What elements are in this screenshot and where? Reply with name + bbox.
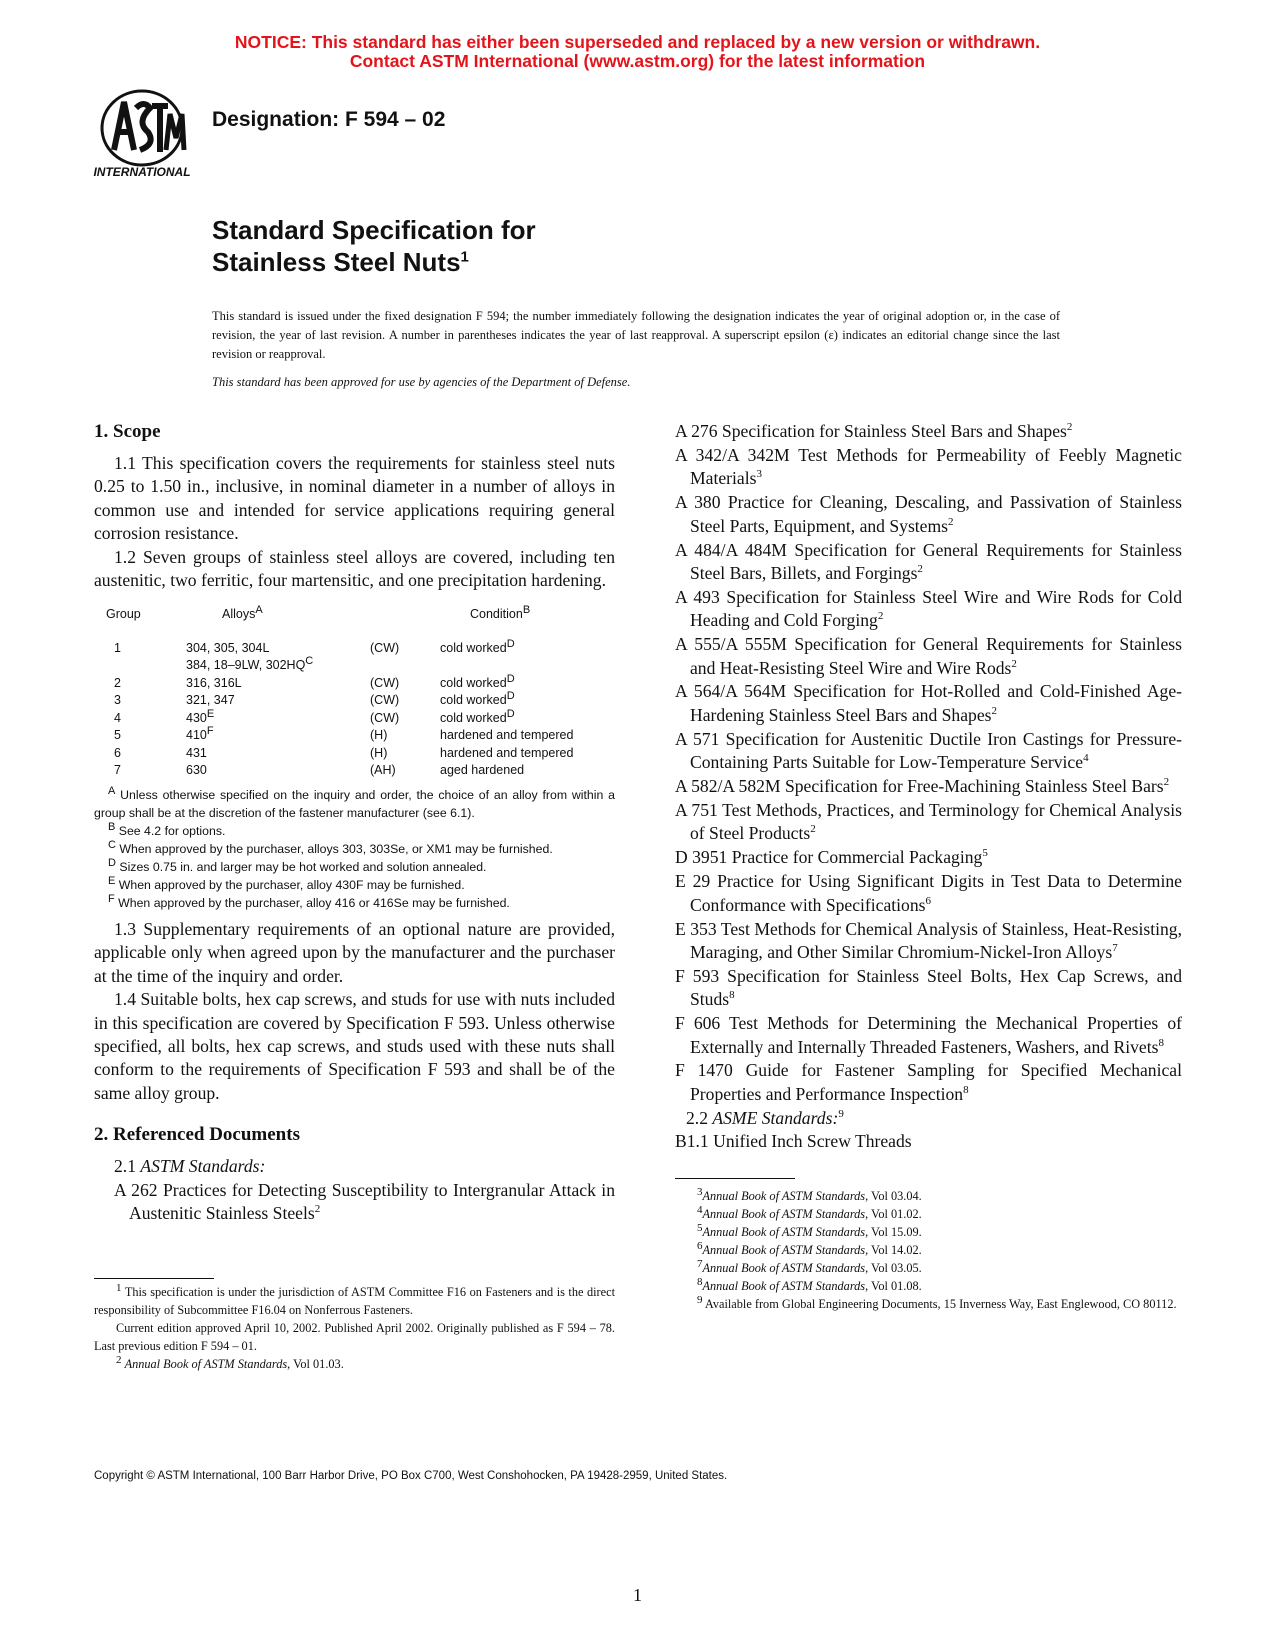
cell-group: 1 [114,640,121,655]
table-row [94,727,573,745]
header-group: Group [106,607,141,622]
astm-logo [92,88,192,180]
cell-code [370,657,440,675]
footnote: $^1$ This specification is under the jurisdiction of ASTM Committee F16 on Fasteners and is the direct responsibility of Subcommittee F16.04 on Nonferrous Fasteners. [94,1281,615,1317]
cell-group: 4 [114,710,121,725]
cell-code: (CW) [370,640,400,655]
svg-text:INTERNATIONAL: INTERNATIONAL [93,165,191,179]
footnote: $^6$Annual Book of ASTM Standards, Vol 14.02. [697,1239,922,1257]
reference-item: A 751 Test Methods, Practices, and Terminology for Chemical Analysis of Steel Products$^2$ [675,800,1182,844]
cell-group: 6 [114,745,121,760]
table-row [94,745,573,763]
right-column [675,420,1182,1313]
cell-group: 5 [114,728,121,743]
cell-alloys: 630 [186,763,207,778]
cell-alloys: $410^F$ [186,725,214,743]
footnote-rule-left [94,1278,214,1279]
alloy-groups-table [94,606,573,780]
para-1-3: 1.3 Supplementary requirements of an optional nature are provided, applicable only when agreed upon by the manufacturer and the purchaser at the time of the inquiry and order. [94,918,615,986]
cell-code: (H) [370,745,388,760]
reference-item: E 29 Practice for Using Significant Digits in Test Data to Determine Conformance with Specifications$^6$ [675,871,1182,915]
astm-standards-subheading: 2.1 ASTM Standards: [114,1156,266,1177]
header-condition: Condition$^B$ [470,604,531,622]
cell-code: (CW) [370,675,400,690]
cell-alloys: 304, 305, 304L [186,640,270,655]
cell-group: 7 [114,763,121,778]
para-1-2: 1.2 Seven groups of stainless steel alloys are covered, including ten austenitic, two ferritic, four martensitic, and one precipitation hardening. [94,546,615,591]
cell-code: (CW) [370,710,400,725]
footnote: $^8$Annual Book of ASTM Standards, Vol 01.08. [697,1275,922,1293]
table-row [94,692,573,710]
cell-alloys: 384, 18–9LW, $302HQ^C$ [186,655,314,673]
cell-condition: aged hardened [440,763,525,778]
reference-item: A 484/A 484M Specification for General Requirements for Stainless Steel Bars, Billets, and Forgings$^2$ [675,539,1182,583]
cell-condition: hardened and tempered [440,728,574,743]
table-row [94,762,573,780]
superseded-notice [0,33,1275,71]
copyright: Copyright © ASTM International, 100 Barr Harbor Drive, PO Box C700, West Conshohocken, PA 19428-2959, United States. [94,1470,728,1482]
table-note: $^F$ When approved by the purchaser, alloy 416 or 416Se may be furnished. [108,892,510,910]
table-header-row [94,606,573,640]
para-1-1: 1.1 This specification covers the requirements for stainless steel nuts 0.25 to 1.50 in., inclusive, in nominal diameter in a number of alloys in common use and intended for service applications requiring general corrosion resistance. [94,453,615,544]
reference-item: A 582/A 582M Specification for Free-Machining Stainless Steel Bars$^2$ [675,776,1170,797]
cell-condition: cold worked$^D$ [440,637,515,655]
footnote: $^7$Annual Book of ASTM Standards, Vol 03.05. [697,1257,922,1275]
document-title [212,214,536,278]
cell-condition: cold worked$^D$ [440,690,515,708]
header-alloys: Alloys$^A$ [222,604,263,622]
table-note: $^D$ Sizes 0.75 in. and larger may be hot worked and solution annealed. [108,856,487,874]
footnote: $^3$Annual Book of ASTM Standards, Vol 03.04. [697,1185,922,1203]
cell-alloys: 321, 347 [186,693,235,708]
cell-alloys: 316, 316L [186,675,242,690]
cell-condition: cold worked$^D$ [440,707,515,725]
notice-line-2: Contact ASTM International (www.astm.org) for the latest information [349,51,926,71]
cell-group [94,657,186,675]
left-column [94,420,615,1373]
reference-item: A 342/A 342M Test Methods for Permeability of Feebly Magnetic Materials$^3$ [675,444,1182,489]
title-line-1: Standard Specification for [212,215,536,245]
dod-approval: This standard has been approved for use by agencies of the Department of Defense. [212,375,631,389]
issuance-statement: This standard is issued under the fixed designation F 594; the number immediately following the designation indicates the year of original adoption or, in the case of revision, the year of last revision. A number in parentheses indicates the year of last reapproval. A superscript epsilon (ε) indicates an editorial change since the last revision or reapproval. [212,309,1060,361]
cell-condition: hardened and tempered [440,745,574,760]
title-line-2: Stainless Steel Nuts [212,247,461,277]
reference-item: F 1470 Guide for Fastener Sampling for Specified Mechanical Properties and Performance Inspection$^8$ [675,1060,1182,1104]
asme-standards-subheading: 2.2 ASME Standards:$^9$ [686,1107,844,1128]
reference-item: F 606 Test Methods for Determining the Mechanical Properties of Externally and Internally Threaded Fasteners, Washers, and Rivets$^8$ [675,1013,1182,1057]
para-1-4: 1.4 Suitable bolts, hex cap screws, and studs for use with nuts included in this specification are covered by Specification F 593. Unless otherwise specified, all bolts, hex cap screws, and studs used with these nuts shall conform to the requirements of Specification F 593 and shall be of the same alloy group. [94,989,615,1103]
table-note: $^C$ When approved by the purchaser, alloys 303, 303Se, or XM1 may be furnished. [108,838,553,856]
reference-item: D 3951 Practice for Commercial Packaging$^5$ [675,847,988,868]
referenced-standards-list [675,420,1182,1106]
table-note: $^A$ Unless otherwise specified on the inquiry and order, the choice of an alloy from within a group shall be at the discretion of the fastener manufacturer (see 6.1). [94,784,615,820]
reference-item: A 555/A 555M Specification for General Requirements for Stainless and Heat-Resisting Steel Wire and Wire Rods$^2$ [675,634,1182,678]
cell-alloys: $430^E$ [186,707,215,725]
page-number: 1 [633,1585,642,1605]
cell-code: (H) [370,728,388,743]
referenced-documents-heading: 2. Referenced Documents [94,1124,300,1146]
footnote: $^9$ Available from Global Engineering Documents, 15 Inverness Way, East Englewood, CO 80112. [697,1293,1177,1311]
table-row [94,657,573,675]
cell-group: 2 [114,675,121,690]
footnote: $^5$Annual Book of ASTM Standards, Vol 15.09. [697,1221,922,1239]
footnotes-right [675,1187,1182,1313]
table-notes [94,786,615,912]
reference-item: E 353 Test Methods for Chemical Analysis of Stainless, Heat-Resisting, Maraging, and Other Similar Chromium-Nickel-Iron Alloys$^7$ [675,918,1182,962]
notice-line-1: NOTICE: This standard has either been superseded and replaced by a new version or withdrawn. [234,32,1041,52]
ref-a262: A 262 Practices for Detecting Susceptibility to Intergranular Attack in Austenitic Stainless Steels$^2$ [114,1179,615,1223]
scope-heading: 1. Scope [94,421,161,442]
reference-item: A 564/A 564M Specification for Hot-Rolled and Cold-Finished Age-Hardening Stainless Steel Bars and Shapes$^2$ [675,681,1182,725]
table-note: $^E$ When approved by the purchaser, alloy 430F may be furnished. [108,874,465,892]
reference-item: A 571 Specification for Austenitic Ductile Iron Castings for Pressure-Containing Parts Suitable for Low-Temperature Service$^4$ [675,728,1182,773]
footnotes-left [94,1283,615,1355]
cell-group: 3 [114,693,121,708]
reference-item: F 593 Specification for Stainless Steel Bolts, Hex Cap Screws, and Studs$^8$ [675,965,1182,1010]
table-row [94,675,573,693]
cell-code: (CW) [370,693,400,708]
footnote: $^4$Annual Book of ASTM Standards, Vol 01.02. [697,1203,922,1221]
cell-condition: cold worked$^D$ [440,672,515,690]
footnote-2: $^2$ Annual Book of ASTM Standards, Vol 01.03. [116,1353,344,1371]
title-footnote-mark: 1 [460,248,469,266]
designation: Designation: F 594 – 02 [212,108,446,131]
table-row [94,710,573,728]
table-note: $^B$ See 4.2 for options. [108,820,226,838]
footnote-rule-right [675,1178,795,1179]
reference-item: A 493 Specification for Stainless Steel Wire and Wire Rods for Cold Heading and Cold Forging$^2$ [675,586,1182,631]
reference-item: A 276 Specification for Stainless Steel Bars and Shapes$^2$ [675,421,1073,441]
reference-item: A 380 Practice for Cleaning, Descaling, and Passivation of Stainless Steel Parts, Equipment, and Systems$^2$ [675,492,1182,536]
ref-b1-1: B1.1 Unified Inch Screw Threads [675,1131,912,1152]
cell-alloys: 431 [186,745,207,760]
cell-code: (AH) [370,763,396,778]
footnote: Current edition approved April 10, 2002. Published April 2002. Originally published as F 594 – 78. Last previous edition F 594 – 01. [94,1320,615,1353]
table-row [94,640,573,658]
